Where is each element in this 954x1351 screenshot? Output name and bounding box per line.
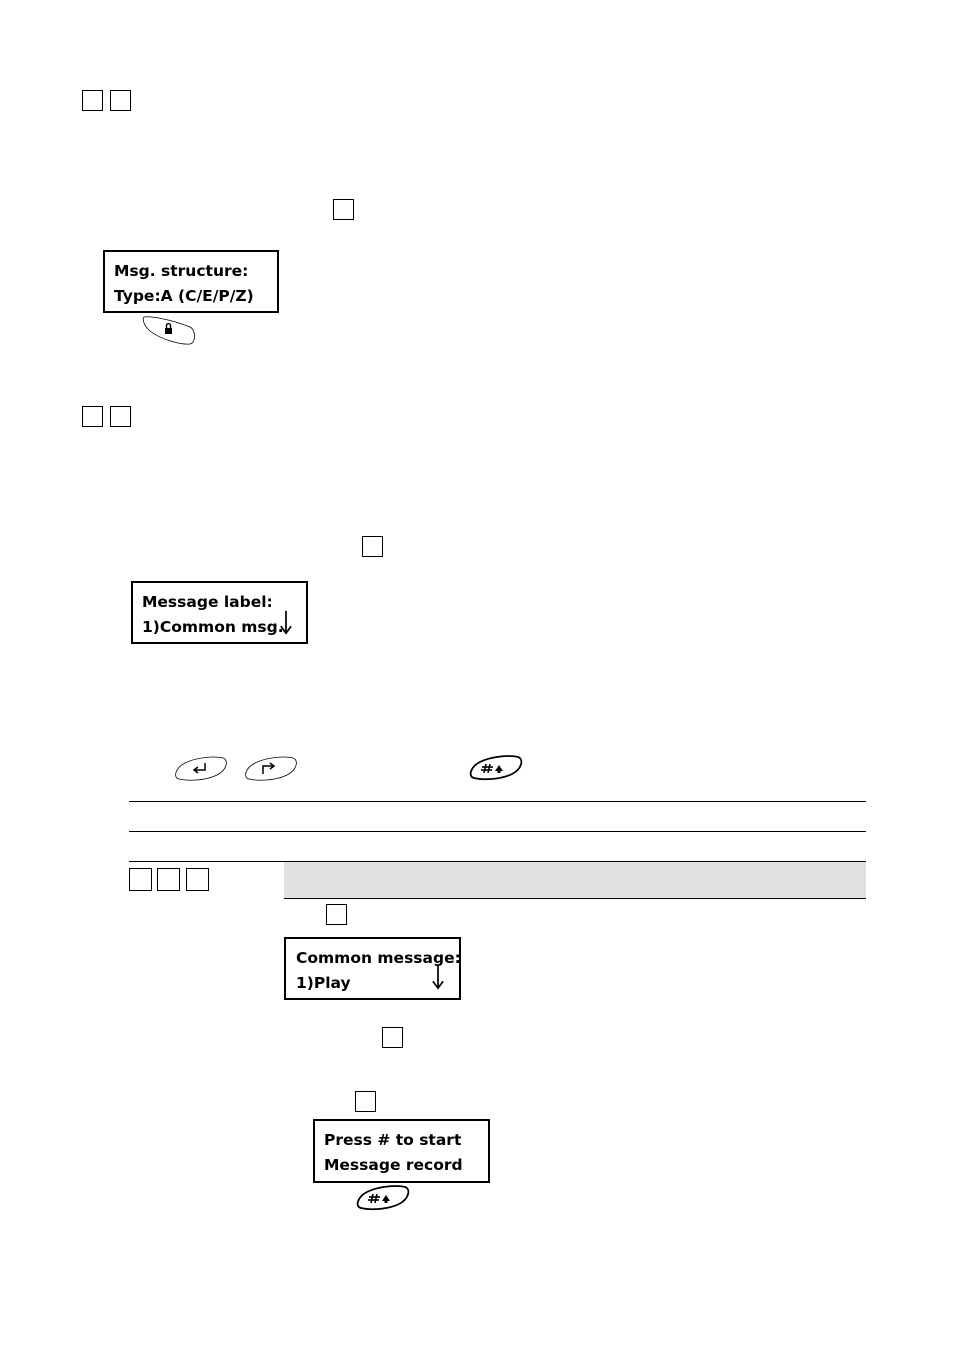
lcd-line-1: Common message: bbox=[296, 949, 461, 967]
down-arrow-icon bbox=[280, 607, 292, 637]
enter-key-icon bbox=[171, 754, 229, 784]
lcd-line-2: 1)Common msg. bbox=[142, 618, 284, 636]
step-key-box-2a bbox=[82, 406, 103, 427]
lcd-line-1: Press # to start bbox=[324, 1131, 462, 1149]
lcd-line-2: Message record bbox=[324, 1156, 463, 1174]
step-key-box-1a bbox=[82, 90, 103, 111]
hash-key-icon bbox=[353, 1183, 411, 1213]
lcd-press-start bbox=[313, 1119, 490, 1183]
lcd-line-1: Message label: bbox=[142, 593, 273, 611]
lcd-line-1: Msg. structure: bbox=[114, 262, 249, 280]
step-key-box-3a bbox=[129, 868, 152, 891]
step-key-box-3b bbox=[157, 868, 180, 891]
lcd-msg-structure bbox=[103, 250, 279, 313]
lock-key-icon bbox=[140, 313, 198, 347]
inline-key-box-3 bbox=[326, 904, 347, 925]
hash-key-icon bbox=[466, 753, 524, 783]
inline-key-box-2 bbox=[362, 536, 383, 557]
inline-key-box-5 bbox=[355, 1091, 376, 1112]
down-arrow-icon bbox=[432, 962, 444, 992]
section-header-bar bbox=[284, 861, 866, 899]
back-key-icon bbox=[241, 754, 299, 784]
divider-2 bbox=[129, 831, 866, 832]
lcd-line-2: Type:A (C/E/P/Z) bbox=[114, 287, 254, 305]
lcd-line-2: 1)Play bbox=[296, 974, 351, 992]
divider-1 bbox=[129, 801, 866, 802]
divider-3 bbox=[129, 861, 284, 862]
step-key-box-2b bbox=[110, 406, 131, 427]
step-key-box-1b bbox=[110, 90, 131, 111]
step-key-box-3c bbox=[186, 868, 209, 891]
inline-key-box-1 bbox=[333, 199, 354, 220]
inline-key-box-4 bbox=[382, 1027, 403, 1048]
